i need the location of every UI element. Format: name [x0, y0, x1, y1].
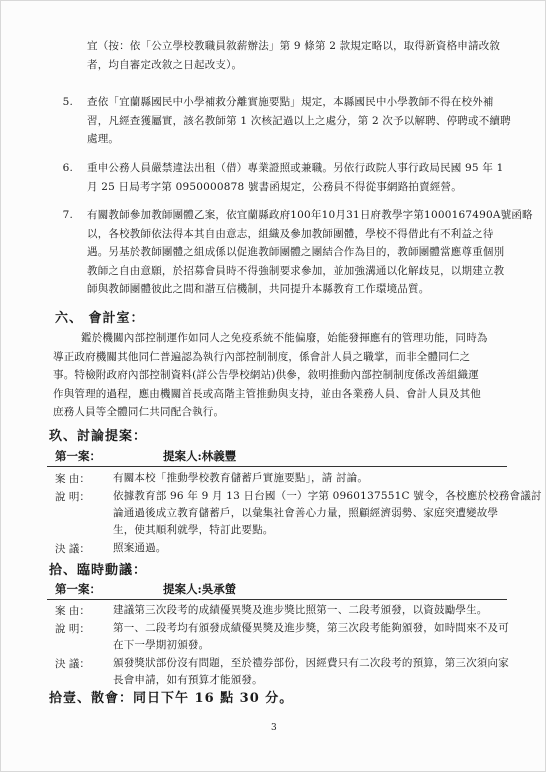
closing-line: 拾壹、散會：同日下午 16 點 30 分。: [49, 691, 294, 706]
text-line: 依據教育部 96 年 9 月 13 日台國（一）字第 0960137551C 號令，各校應於校務會議討: [113, 490, 542, 502]
item-number: 5.: [62, 96, 73, 108]
section-9-title: 玖、討論提案：: [49, 429, 148, 444]
text-line: 鑑於機關內部控制運作如同人之免疫系統不能偏廢，始能發揮應有的管理功能，同時為: [81, 332, 488, 344]
item-6-paragraph: [87, 159, 503, 196]
text-line: 查依「宜蘭縣國民中小學補救分離實施要點」規定，本縣國民中小學教師不得在校外補: [87, 96, 494, 108]
text-line: 習，凡經查獲屬實，該名教師第 1 次核記過以上之處分，第 2 次予以解聘、停聘或不續聘: [87, 114, 511, 127]
text-line: 生，使其順利就學，特訂此要點。: [113, 524, 274, 536]
case-label: 第一案：: [55, 449, 101, 463]
text-line: 宜（按：依「公立學校教職員敘薪辦法」第 9 條第 2 款規定略以，取得新資格申請改敘: [87, 40, 501, 52]
text-line: 第一、二段考均有頒發成績優異獎及進步獎，第三次段考能夠頒發，如時間來不及可: [113, 622, 509, 634]
item-7-paragraph: [87, 206, 533, 299]
text-line: 頒發獎狀部份沒有問題，至於禮券部份，因經費只有二次段考的預算，第三次須向家: [113, 657, 509, 669]
explain-paragraph: [113, 620, 509, 654]
text-line: 師與教師團體彼此之間和諧互信機制，共同提升本縣教育工作環境品質。: [87, 283, 430, 296]
decision-label: 決 議：: [55, 658, 90, 670]
decision-label: 決 議：: [55, 543, 90, 555]
reason-label: 案 由：: [55, 605, 90, 617]
explain-paragraph: [113, 488, 542, 539]
text-line: 處理。: [87, 133, 120, 146]
decision-paragraph: [113, 655, 509, 689]
proposer: 提案人:林義豐: [163, 449, 237, 463]
section-10-title: 拾、臨時動議：: [49, 563, 148, 578]
divider-line: [47, 599, 507, 600]
explain-label: 說 明：: [55, 623, 90, 635]
text-line: 導正政府機關其他同仁普遍認為執行內部控制制度，係會計人員之職掌，而非全體同仁之: [53, 350, 471, 363]
section-6-title: 六、 會計室：: [55, 311, 145, 326]
text-line: 論通過後成立教育儲蓄戶，以彙集社會善心力量，照顧經濟弱勢、家庭突遭變故學: [113, 507, 499, 519]
item-number: 6.: [62, 162, 73, 174]
item-number: 7.: [62, 209, 73, 221]
text-line: 在下一學期初頒發。: [113, 639, 210, 651]
text-line: 以，各校教師依法得本其自由意志，組織及參加教師團體，學校不得借此有不利益之待: [87, 227, 494, 240]
item-5-paragraph: [87, 93, 511, 149]
text-line: 事。特檢附政府內部控制資料(詳公告學校網站)供參，敘明推動內部控制制度係改善組織運: [53, 369, 479, 382]
intro-paragraph: [87, 37, 500, 74]
text-line: 有關教師參加教師團體乙案，依宜蘭縣政府100年10月31日府教學字第1000167490A號函略: [87, 209, 533, 221]
text-line: 重申公務人員嚴禁違法出租（借）專業證照或兼職。另依行政院人事行政局民國 95 年 1: [87, 162, 504, 174]
text-line: 庶務人員等全體同仁共同配合執行。: [53, 406, 225, 419]
section-6-paragraph: [53, 329, 488, 422]
page-number: 3: [271, 723, 277, 733]
decision-text: 照案通過。: [113, 542, 167, 554]
text-line: 者，均自審定改敘之日起改支）。: [87, 58, 243, 71]
text-line: 教師之自由意願，於招募會員時不得強制要求參加，並加強溝通以化解歧見，以期建立教: [87, 264, 505, 277]
reason-text: 有關本校「推動學校教育儲蓄戶實施要點」，請 討論。: [113, 472, 369, 484]
reason-text: 建議第三次段考的成績優異獎及進步獎比照第一、二段考頒發，以資鼓勵學生。: [113, 604, 488, 616]
divider-line: [47, 466, 507, 467]
text-line: 月 25 日局考字第 0950000878 號書函規定，公務員不得從事網路拍賣經營。: [87, 180, 462, 193]
proposer: 提案人:吳承螢: [163, 582, 237, 596]
explain-label: 說 明：: [55, 491, 90, 503]
text-line: 長會申請，如有預算才能頒發。: [113, 674, 263, 686]
case-label: 第一案：: [55, 582, 101, 596]
text-line: 作與管理的過程，應由機關首長或高階主管推動與支持，並由各業務人員、會計人員及其他: [53, 387, 481, 400]
text-line: 遇。另基於教師團體之組成係以促進教師團體之團結合作為目的，教師團體當應尊重個別: [87, 246, 505, 259]
reason-label: 案 由：: [55, 473, 90, 485]
